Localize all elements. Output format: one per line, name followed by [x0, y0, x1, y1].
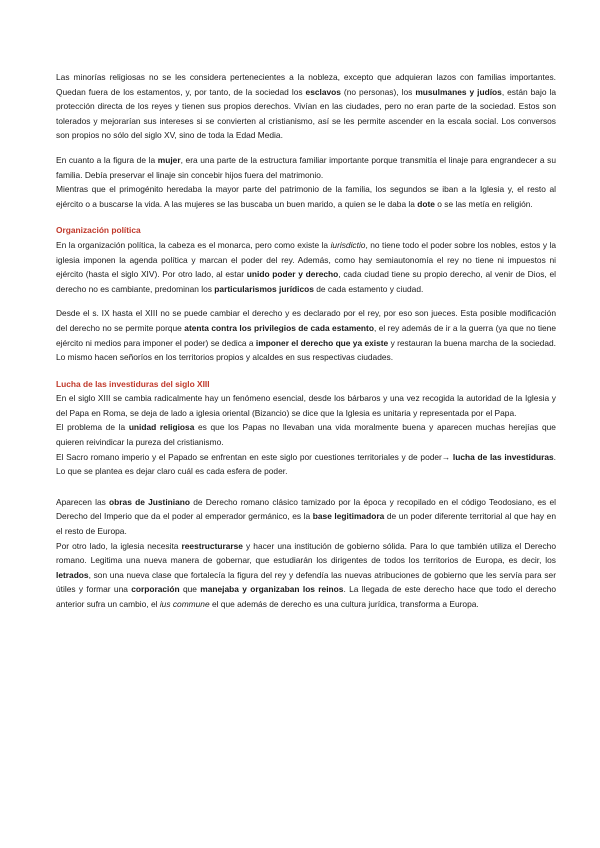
- bold-term-imponer-derecho: imponer el derecho que ya existe: [255, 337, 389, 348]
- italic-term-iurisdictio: iurisdictio: [330, 239, 366, 250]
- paragraph-siglo-xiii: [56, 391, 556, 420]
- text-run: , cada ciudad tiene su propio derecho, al venir de Dios, el derecho no es cambiante, predominan los: [56, 269, 556, 294]
- text-run: , era una parte de la estructura familiar importante porque transmitía el linaje para engrandecer a su familia. Debía preservar el linaje sin concebir hijos fuera del matrimonio.: [56, 154, 556, 180]
- bold-term-letrados: letrados: [56, 569, 89, 580]
- bold-term-privilegios: atenta contra los privilegios de cada estamento: [184, 322, 374, 333]
- paragraph-minorias: [56, 70, 556, 143]
- text-run: , el rey además de ir a la guerra (ya que no tiene ejército ni medios para imponer el poder) se dedica a: [56, 322, 556, 348]
- paragraph-sacro-imperio: [56, 450, 556, 479]
- text-run: o se las metía en religión.: [434, 198, 533, 209]
- text-run: , están bajo la protección directa de los reyes y tienen sus propios derechos. Vivían en las ciudades, pero no eran parte de la sociedad. Estos son tolerados y mejorarían sus intereses si se convierten al cristianismo, así se les permite ascender en la escala social. Los conversos son propios no sólo del siglo XV, sino de toda la Edad Media.: [56, 86, 556, 141]
- paragraph-unidad-religiosa: [56, 420, 556, 449]
- bold-term-particularismos: particularismos jurídicos: [214, 283, 314, 294]
- text-run: de cada estamento y ciudad.: [313, 283, 424, 294]
- text-run: es que los Papas no llevaban una vida moralmente buena y aparecen muchas herejías que quieren reivindicar la pureza del cristianismo.: [56, 422, 556, 448]
- bold-term-unido-poder-derecho: unido poder y derecho: [246, 269, 339, 280]
- text-run: y hacer una institución de gobierno sólida. Para lo que también utiliza el Derecho romano. Legitima una nueva manera de gobernar, que estudiarán los dirigentes de todos los territorios de Europa, es decir, los: [56, 540, 556, 566]
- bold-term-obras-justiniano: obras de Justiniano: [109, 496, 190, 507]
- paragraph-mujer: [56, 153, 556, 182]
- paragraph-organizacion: [56, 238, 556, 296]
- paragraph-siglo-ix: [56, 306, 556, 364]
- italic-term-ius-commune: ius commune: [159, 599, 210, 609]
- text-run: de Derecho romano clásico tamizado por la época y recopilado en el código Teodosiano, es el Derecho del Imperio que da el poder al emperador germánico, es la: [56, 496, 556, 522]
- paragraph-primogenito: [56, 182, 556, 211]
- text-run: que: [179, 584, 201, 595]
- text-run: En la organización política, la cabeza es el monarca, pero como existe la: [56, 239, 331, 250]
- bold-term-reestructurarse: reestructurarse: [181, 540, 243, 551]
- bold-term-corporacion: corporación: [131, 584, 180, 595]
- paragraph-justiniano: [56, 495, 556, 539]
- text-run: y restauran la buena marcha de la sociedad. Lo mismo hacen señoríos en los territorios propios y alcaldes en sus respectivas ciudades.: [56, 337, 556, 363]
- paragraph-iglesia: [56, 539, 556, 612]
- bold-term-mujer: mujer: [157, 154, 181, 165]
- bold-term-manejaba-reinos: manejaba y organizaban los reinos: [200, 584, 344, 595]
- text-run: Las minorías religiosas no se les considera pertenecientes a la nobleza, excepto que adquieran lazos con familias importantes. Quedan fuera de los estamentos, y, por tanto, de la sociedad los: [56, 72, 556, 97]
- text-run: El problema de la: [56, 422, 129, 433]
- bold-term-dote: dote: [417, 198, 435, 209]
- text-run: . Lo que se plantea es dejar claro cuál es cada esfera de poder.: [56, 451, 556, 477]
- document-page: [56, 70, 556, 612]
- text-run: En cuanto a la figura de la: [56, 154, 158, 165]
- bold-term-musulmanes-judios: musulmanes y judíos: [415, 86, 502, 97]
- text-run: Por otro lado, la iglesia necesita: [56, 540, 182, 551]
- text-run: , no tiene todo el poder sobre los nobles, estos y la iglesia imponen la agenda política y marcan el poder del rey. Además, como hay semiautonomía el rey no tiene ni impuestos ni ejército (hasta el siglo XIV). Por otro lado, al estar: [56, 239, 556, 280]
- text-run: Mientras que el primogénito heredaba la mayor parte del patrimonio de la familia, los segundos se iban a la Iglesia y, el resto al ejército o a buscarse la vida. A las mujeres se las buscaba un buen marido, a quien se le daba la: [56, 184, 556, 209]
- text-run: El Sacro romano imperio y el Papado se enfrentan en este siglo por cuestiones territoriales y de poder→: [56, 451, 453, 462]
- text-run: , son una nueva clase que fortalecía la figura del rey y defendía las nuevas atribuciones de gobierno que les servía para ser útiles y formar una: [56, 569, 556, 595]
- text-run: Desde el s. IX hasta el XIII no se puede cambiar el derecho y es declarado por el rey, por eso son jueces. Esta posible modificación del derecho no se permite porque: [56, 308, 556, 333]
- bold-term-base-legitimadora: base legitimadora: [312, 511, 385, 522]
- bold-term-esclavos: esclavos: [305, 86, 341, 97]
- bold-term-lucha-investiduras: lucha de las investiduras: [452, 451, 554, 462]
- text-run: Aparecen las: [56, 496, 110, 507]
- text-run: En el siglo XIII se cambia radicalmente hay un fenómeno esencial, desde los bárbaros y una vez recogida la autoridad de la Iglesia y del Papa en Roma, se deja de lado a iglesia oriental (Bizancio) se dice que la Iglesia es unitaria y representada por el Papa.: [56, 393, 556, 418]
- text-run: el que además de derecho es una cultura jurídica, transforma a Europa.: [209, 599, 479, 609]
- text-run: (no personas), los: [340, 86, 416, 97]
- text-run: de un poder diferente territorial al que hay en el resto de Europa.: [56, 511, 556, 537]
- heading-organizacion-politica: Organización política: [56, 225, 141, 236]
- bold-term-unidad-religiosa: unidad religiosa: [128, 422, 195, 433]
- text-run: . La llegada de este derecho hace que todo el derecho anterior sufra un cambio, el: [56, 584, 556, 609]
- heading-lucha-investiduras: Lucha de las investiduras del siglo XIII: [56, 378, 210, 389]
